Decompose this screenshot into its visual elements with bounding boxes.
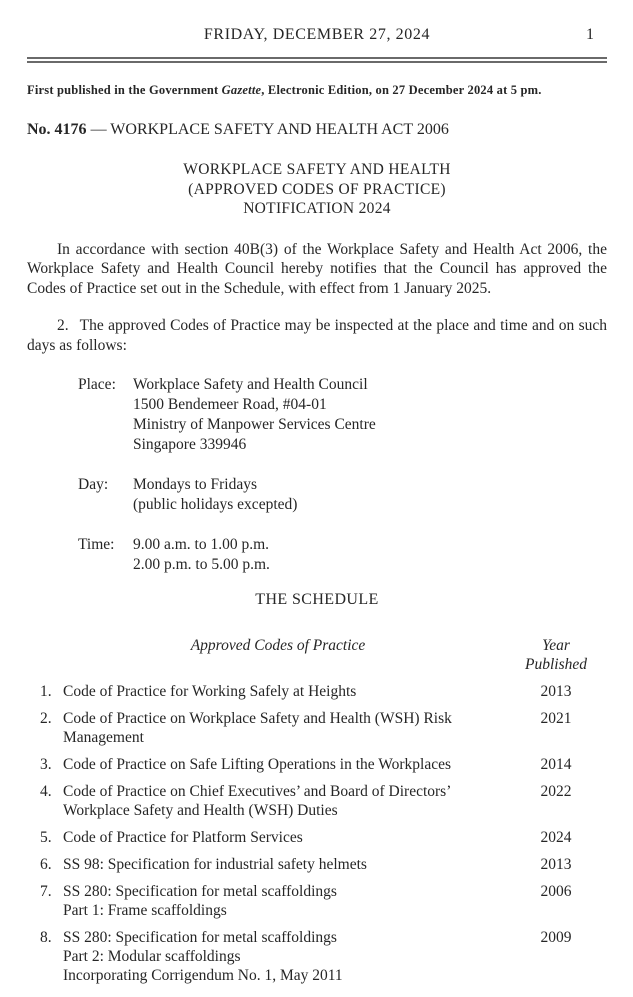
table-row: [40, 682, 607, 701]
table-row: [40, 882, 607, 920]
heading-line-3: NOTIFICATION 2024: [243, 200, 391, 217]
notice-dash: —: [90, 121, 107, 138]
inspection-value-line: (public holidays excepted): [133, 496, 298, 513]
row-code-title-line: Code of Practice on Workplace Safety and Health (WSH) Risk: [63, 710, 452, 727]
publication-note: [27, 83, 607, 98]
row-code-title-line: Code of Practice for Platform Services: [63, 829, 303, 846]
table-row: [40, 828, 607, 847]
row-code-title-line: Incorporating Corrigendum No. 1, May 2011: [63, 967, 343, 984]
inspection-value-line: 9.00 a.m. to 1.00 p.m.: [133, 536, 270, 553]
paragraph-1: In accordance with section 40B(3) of the Workplace Safety and Health Act 2006, the Workplace Safety and Health Council hereby notifies that the Council has approved the Codes of Practice set out in the Schedule, with effect from 1 January 2025.: [27, 240, 607, 297]
header-date: FRIDAY, DECEMBER 27, 2024: [203, 26, 431, 43]
heading-line-2: (APPROVED CODES OF PRACTICE): [188, 180, 446, 198]
column-header-year-line-1: Year: [542, 637, 570, 654]
table-row: [40, 782, 607, 820]
notification-heading: [27, 160, 607, 219]
row-year-published: 2013: [540, 683, 572, 700]
inspection-value-line: Workplace Safety and Health Council: [133, 376, 368, 393]
inspection-block: [78, 375, 607, 455]
inspection-block: [78, 535, 607, 575]
row-number: 5.: [40, 829, 52, 846]
inspection-label: Time:: [78, 536, 115, 553]
row-code-title-line: Workplace Safety and Health (WSH) Duties: [63, 802, 338, 819]
row-code-title-line: Part 1: Frame scaffoldings: [63, 902, 227, 919]
row-year-published: 2024: [540, 829, 572, 846]
publication-note-prefix: First published in the Government: [27, 83, 222, 97]
row-number: 6.: [40, 856, 52, 873]
inspection-value: [133, 375, 376, 455]
row-code-title-line: SS 280: Specification for metal scaffoldings: [63, 929, 337, 946]
row-year-published: 2013: [540, 856, 572, 873]
row-code-title-line: SS 280: Specification for metal scaffoldings: [63, 883, 337, 900]
row-code-title-line: Code of Practice on Safe Lifting Operations in the Workplaces: [63, 756, 452, 773]
row-number: 1.: [40, 683, 52, 700]
page-number: 1: [586, 26, 594, 43]
inspection-details: [27, 375, 607, 575]
schedule-title: THE SCHEDULE: [255, 591, 379, 608]
paragraph-2: [27, 316, 607, 355]
row-year-published: 2021: [540, 710, 572, 727]
inspection-label: Place:: [78, 376, 116, 393]
inspection-value-line: Ministry of Manpower Services Centre: [133, 416, 376, 433]
table-row: [40, 855, 607, 874]
table-row: [40, 755, 607, 774]
act-title: WORKPLACE SAFETY AND HEALTH ACT 2006: [110, 121, 449, 138]
inspection-value-line: Mondays to Fridays: [133, 476, 257, 493]
inspection-value: [133, 475, 297, 515]
row-number: 4.: [40, 783, 52, 800]
row-code-title-line: SS 98: Specification for industrial safety helmets: [63, 856, 367, 873]
inspection-value-line: 1500 Bendemeer Road, #04-01: [133, 396, 327, 413]
table-row: [40, 928, 607, 985]
gazette-italic: Gazette: [221, 83, 262, 97]
row-number: 7.: [40, 883, 52, 900]
inspection-value: [133, 535, 270, 575]
inspection-label: Day:: [78, 476, 109, 493]
header-rule: [27, 57, 607, 63]
inspection-value-line: Singapore 339946: [133, 436, 247, 453]
row-year-published: 2009: [540, 929, 572, 946]
table-row: [40, 709, 607, 747]
row-code-title-line: Part 2: Modular scaffoldings: [63, 948, 241, 965]
row-code-title-line: Management: [63, 729, 144, 746]
column-header-year: [511, 636, 601, 674]
row-year-published: 2014: [540, 756, 572, 773]
notice-number: No. 4176: [27, 121, 87, 138]
inspection-value-line: 2.00 p.m. to 5.00 p.m.: [133, 556, 270, 573]
inspection-block: [78, 475, 607, 515]
row-code-title-line: Code of Practice for Working Safely at Heights: [63, 683, 357, 700]
column-header-year-line-2: Published: [525, 656, 587, 673]
notice-title-line: [27, 121, 607, 139]
row-number: 2.: [40, 710, 52, 727]
column-header-codes: Approved Codes of Practice: [190, 637, 366, 654]
row-year-published: 2022: [540, 783, 572, 800]
schedule-table: [27, 682, 607, 985]
paragraph-2-text: The approved Codes of Practice may be inspected at the place and time and on such days as follows:: [27, 317, 607, 354]
row-number: 3.: [40, 756, 52, 773]
schedule-column-headers: [27, 636, 607, 674]
page-header: [27, 26, 607, 46]
row-code-title-line: Code of Practice on Chief Executives’ and Board of Directors’: [63, 783, 452, 800]
heading-line-1: WORKPLACE SAFETY AND HEALTH: [183, 161, 451, 178]
publication-note-suffix: , Electronic Edition, on 27 December 2024 at 5 pm.: [261, 83, 542, 97]
paragraph-2-number: 2.: [57, 317, 69, 334]
row-year-published: 2006: [540, 883, 572, 900]
row-number: 8.: [40, 929, 52, 946]
